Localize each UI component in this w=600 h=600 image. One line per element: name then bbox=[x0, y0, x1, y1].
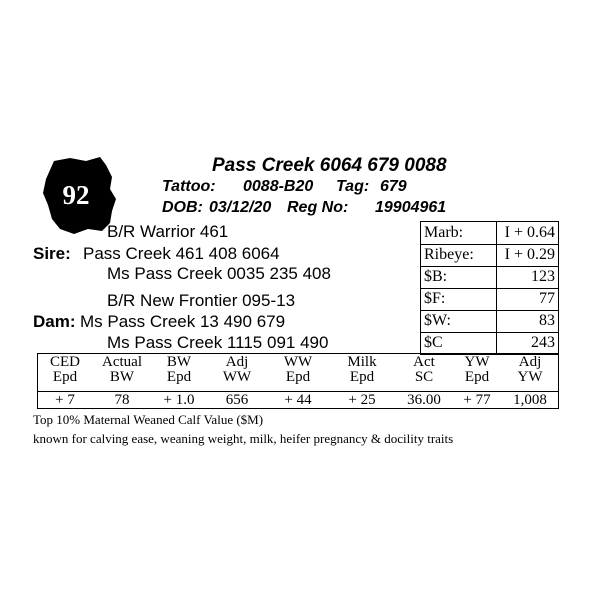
side-epd-value: 77 bbox=[539, 290, 555, 307]
reg-value: 19904961 bbox=[375, 199, 447, 216]
epd-table bbox=[37, 353, 559, 409]
side-epd-label: $C bbox=[424, 334, 443, 351]
sire-sire: B/R Warrior 461 bbox=[107, 222, 229, 241]
epd-value: 1,008 bbox=[513, 392, 547, 408]
tattoo-value: 0088-B20 bbox=[243, 178, 314, 195]
epd-value: 36.00 bbox=[407, 392, 441, 408]
sire-label: Sire: bbox=[33, 244, 71, 263]
epd-value: + 1.0 bbox=[163, 392, 195, 408]
sire-name: Pass Creek 461 408 6064 bbox=[83, 244, 280, 263]
tag-label: Tag: bbox=[336, 178, 370, 195]
dam-label: Dam: bbox=[33, 312, 76, 331]
epd-header: WW Epd bbox=[283, 354, 313, 385]
epd-value: 656 bbox=[225, 392, 249, 408]
side-epd-label: Marb: bbox=[424, 224, 464, 241]
side-epd-value: I + 0.29 bbox=[504, 246, 555, 263]
side-epd-label: $W: bbox=[424, 312, 451, 329]
side-epd-value: 83 bbox=[539, 312, 555, 329]
animal-title: Pass Creek 6064 679 0088 bbox=[212, 155, 447, 176]
reg-label: Reg No: bbox=[287, 199, 349, 216]
side-epd-row bbox=[421, 266, 558, 289]
epd-header: Adj WW bbox=[222, 354, 252, 385]
epd-value: + 25 bbox=[348, 392, 376, 408]
footnote-award: Top 10% Maternal Weaned Calf Value ($M) bbox=[33, 412, 264, 427]
side-epd-row bbox=[421, 332, 558, 354]
tattoo-label: Tattoo: bbox=[162, 178, 216, 195]
dob-label: DOB: bbox=[162, 199, 203, 216]
side-epd-row bbox=[421, 288, 558, 311]
lot-number: 92 bbox=[62, 179, 90, 210]
epd-header: CED Epd bbox=[50, 354, 80, 385]
epd-header: Actual BW bbox=[102, 354, 142, 385]
dam-sire: B/R New Frontier 095-13 bbox=[107, 291, 296, 310]
epd-header: Act SC bbox=[413, 354, 435, 385]
side-epd-value: I + 0.64 bbox=[504, 224, 555, 241]
epd-header: BW Epd bbox=[166, 354, 192, 385]
side-epd-row bbox=[421, 244, 558, 267]
side-epd-label: $B: bbox=[424, 268, 448, 285]
epd-header: YW Epd bbox=[464, 354, 490, 385]
dam-name: Ms Pass Creek 13 490 679 bbox=[80, 312, 286, 331]
side-epd-row bbox=[421, 222, 558, 245]
epd-value: + 77 bbox=[463, 392, 491, 408]
epd-value: + 7 bbox=[55, 392, 75, 408]
dob-value: 03/12/20 bbox=[209, 199, 272, 216]
side-epd-row bbox=[421, 310, 558, 333]
sire-dam: Ms Pass Creek 0035 235 408 bbox=[107, 264, 331, 283]
side-epd-value: 243 bbox=[531, 334, 555, 351]
epd-value: + 44 bbox=[284, 392, 312, 408]
side-epd-label: Ribeye: bbox=[424, 246, 474, 263]
side-epd-label: $F: bbox=[424, 290, 446, 307]
side-epd-value: 123 bbox=[531, 268, 555, 285]
carcass-index-box bbox=[420, 221, 559, 355]
dam-dam: Ms Pass Creek 1115 091 490 bbox=[107, 333, 329, 352]
footnote-traits: known for calving ease, weaning weight, milk, heifer pregnancy & docility traits bbox=[33, 431, 454, 446]
tag-value: 679 bbox=[380, 178, 407, 195]
epd-header: Adj YW bbox=[517, 354, 543, 385]
epd-header: Milk Epd bbox=[347, 354, 377, 385]
epd-value: 78 bbox=[114, 392, 130, 408]
